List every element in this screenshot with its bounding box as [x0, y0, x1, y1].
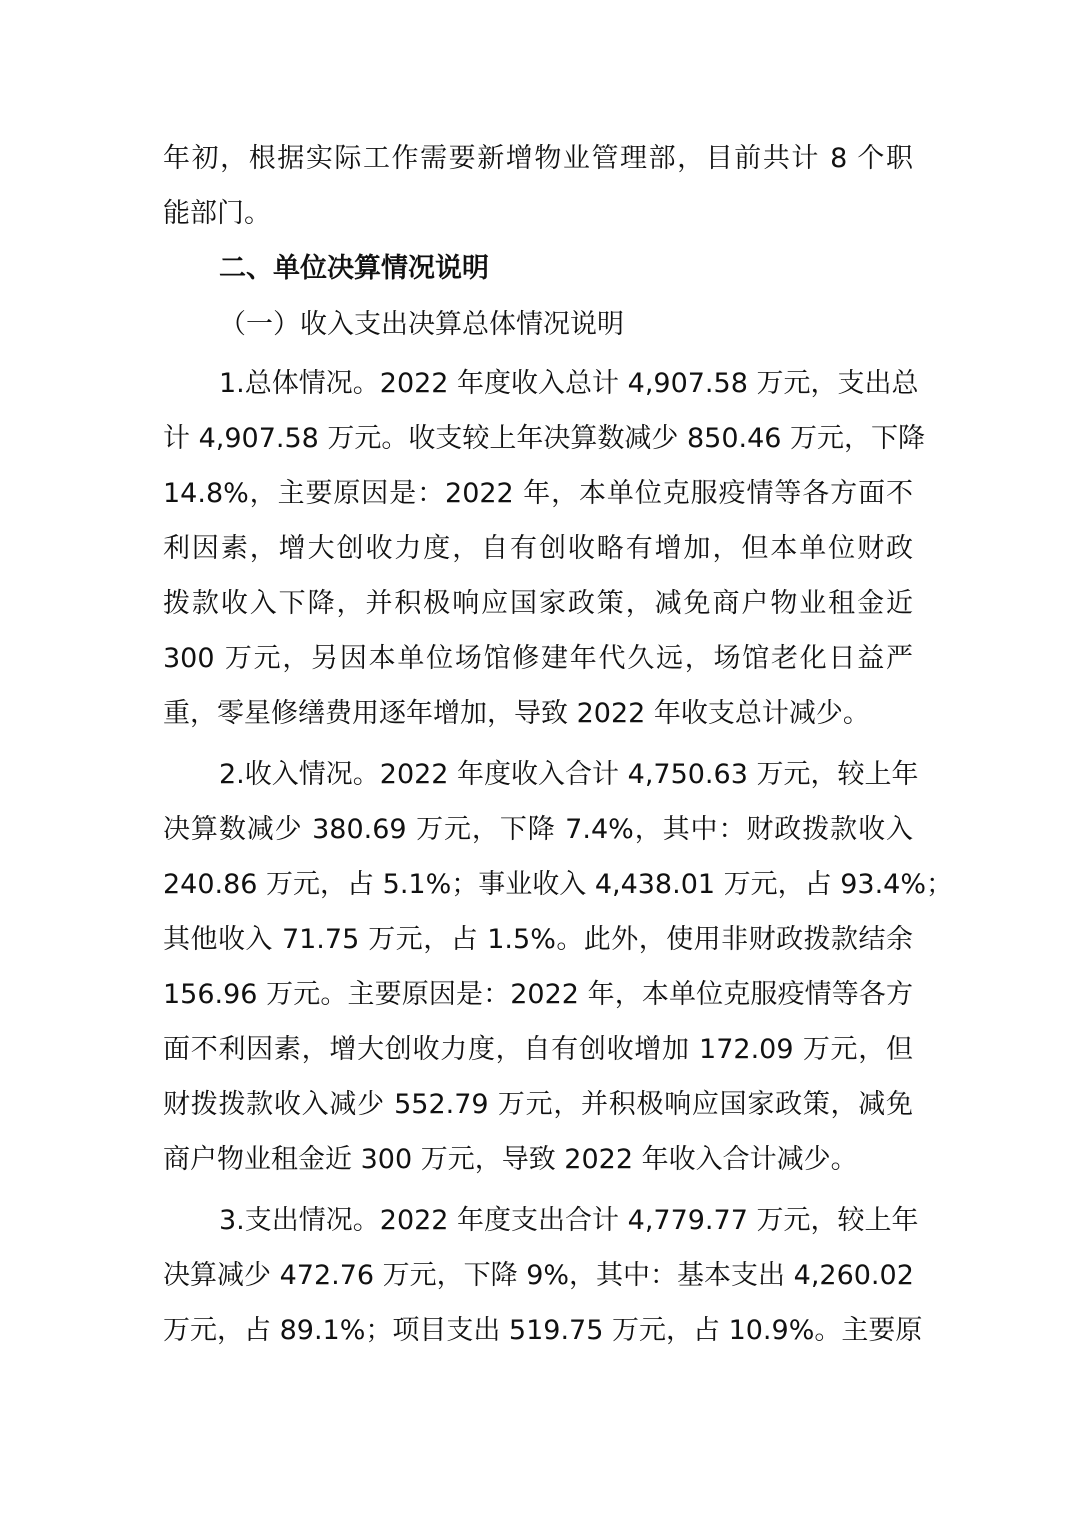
- subsection-heading: （一）收入支出决算总体情况说明: [219, 309, 624, 340]
- paragraph-line: 重，零星修缮费用逐年增加，导致 2022 年收支总计减少。: [163, 698, 870, 729]
- paragraph-line: 其他收入 71.75 万元，占 1.5%。此外，使用非财政拨款结余: [163, 924, 913, 955]
- paragraph-line: 商户物业租金近 300 万元，导致 2022 年收入合计减少。: [163, 1144, 858, 1175]
- paragraph-line: 万元，占 89.1%；项目支出 519.75 万元，占 10.9%。主要原: [163, 1315, 923, 1346]
- paragraph-line: 14.8%，主要原因是：2022 年，本单位克服疫情等各方面不: [163, 478, 913, 509]
- paragraph-line: 利因素，增大创收力度，自有创收略有增加，但本单位财政: [163, 533, 913, 564]
- paragraph-line: 3.支出情况。2022 年度支出合计 4,779.77 万元，较上年: [219, 1205, 919, 1236]
- paragraph-line: 面不利因素，增大创收力度，自有创收增加 172.09 万元，但: [163, 1034, 913, 1065]
- paragraph-line: 156.96 万元。主要原因是：2022 年，本单位克服疫情等各方: [163, 979, 913, 1010]
- paragraph-line: 计 4,907.58 万元。收支较上年决算数减少 850.46 万元，下降: [163, 423, 926, 454]
- paragraph-line: 能部门。: [163, 198, 271, 229]
- paragraph-line: 决算数减少 380.69 万元，下降 7.4%，其中：财政拨款收入: [163, 814, 913, 845]
- paragraph-line: 240.86 万元，占 5.1%；事业收入 4,438.01 万元，占 93.4%；: [163, 869, 953, 900]
- paragraph-line: 决算减少 472.76 万元，下降 9%，其中：基本支出 4,260.02: [163, 1260, 914, 1291]
- paragraph-line: 300 万元，另因本单位场馆修建年代久远，场馆老化日益严: [163, 643, 913, 674]
- paragraph-line: 财拨拨款收入减少 552.79 万元，并积极响应国家政策，减免: [163, 1089, 913, 1120]
- paragraph-line: 年初，根据实际工作需要新增物业管理部，目前共计 8 个职: [163, 143, 913, 174]
- paragraph-line: 2.收入情况。2022 年度收入合计 4,750.63 万元，较上年: [219, 759, 919, 790]
- paragraph-line: 拨款收入下降，并积极响应国家政策，减免商户物业租金近: [163, 588, 913, 619]
- section-heading: 二、单位决算情况说明: [219, 253, 489, 284]
- paragraph-line: 1.总体情况。2022 年度收入总计 4,907.58 万元，支出总: [219, 368, 919, 399]
